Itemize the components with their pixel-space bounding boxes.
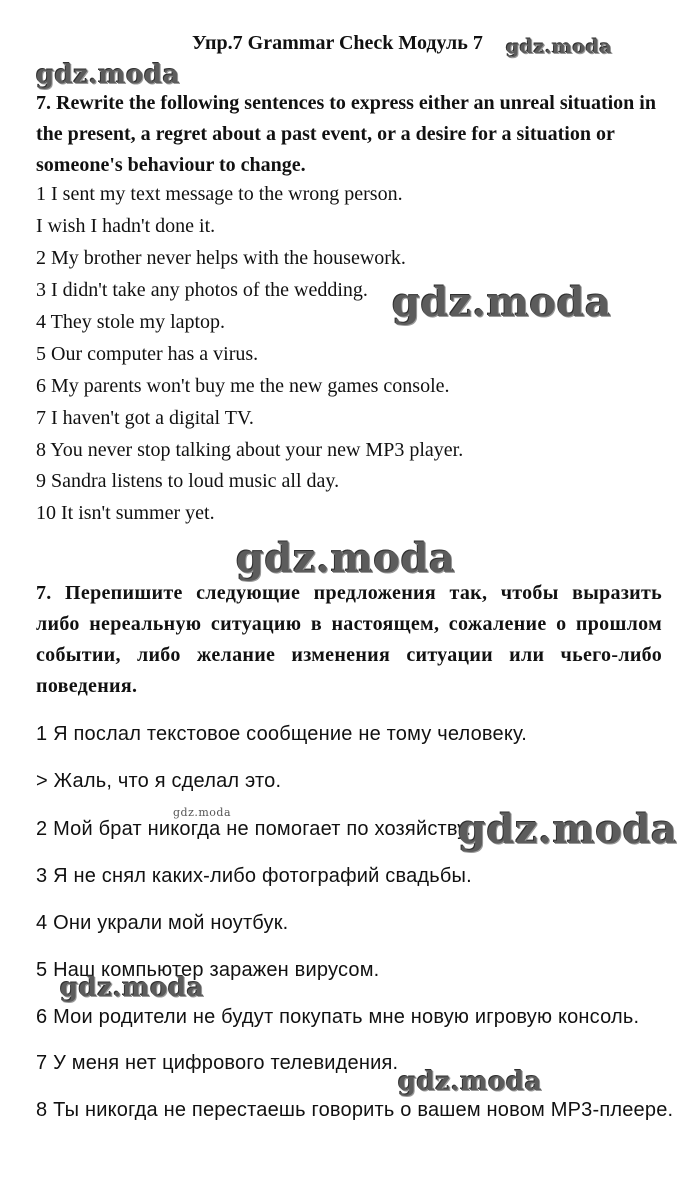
watermark: gdz.moda: [236, 535, 456, 582]
english-line: 4 They stole my laptop.: [36, 311, 226, 333]
russian-line: 2 Мой брат никогда не помогает по хозяйству.: [36, 818, 472, 840]
russian-task-heading: 7. Перепишите следующие предложения так, чтобы выразить либо нереальную ситуацию в настоящем, сожаление о прошлом событии, либо желание изменения ситуации или чьего-либо поведения.: [36, 582, 662, 697]
watermark: gdz.moda: [458, 806, 678, 853]
watermark: gdz.moda: [506, 36, 613, 58]
english-line: 8 You never stop talking about your new MP3 player.: [36, 439, 464, 461]
english-line: 6 My parents won't buy me the new games console.: [36, 375, 450, 397]
english-line: 2 My brother never helps with the housework.: [36, 247, 406, 269]
watermark: gdz.moda: [392, 279, 612, 326]
russian-line: 7 У меня нет цифрового телевидения.: [36, 1052, 399, 1074]
russian-line: 1 Я послал текстовое сообщение не тому человеку.: [36, 723, 527, 745]
english-line: 7 I haven't got a digital TV.: [36, 407, 254, 429]
english-line: 5 Our computer has a virus.: [36, 343, 259, 365]
russian-line: 4 Они украли мой ноутбук.: [36, 912, 289, 934]
russian-line: 6 Мои родители не будут покупать мне новую игровую консоль.: [36, 1006, 640, 1028]
page-title: Упр.7 Grammar Check Модуль 7: [192, 32, 483, 54]
watermark: gdz.moda: [398, 1067, 543, 1097]
watermark: gdz.moda: [60, 973, 205, 1003]
english-line: 3 I didn't take any photos of the wedding.: [36, 279, 368, 301]
watermark: gdz.moda: [173, 806, 232, 819]
english-line: I wish I hadn't done it.: [36, 215, 216, 237]
watermark: gdz.moda: [36, 60, 181, 90]
english-line: 10 It isn't summer yet.: [36, 502, 215, 524]
english-line: 1 I sent my text message to the wrong person.: [36, 183, 403, 205]
english-line: 9 Sandra listens to loud music all day.: [36, 470, 340, 492]
russian-line: > Жаль, что я сделал это.: [36, 770, 282, 792]
russian-line: 3 Я не снял каких-либо фотографий свадьбы.: [36, 865, 472, 887]
english-task-heading: 7. Rewrite the following sentences to express either an unreal situation in the present, a regret about a past event, or a desire for a situation or someone's behaviour to change.: [36, 92, 656, 176]
russian-line: 5 Наш компьютер заражен вирусом.: [36, 959, 380, 981]
russian-line: 8 Ты никогда не перестаешь говорить о вашем новом MP3-плеере.: [36, 1099, 674, 1121]
